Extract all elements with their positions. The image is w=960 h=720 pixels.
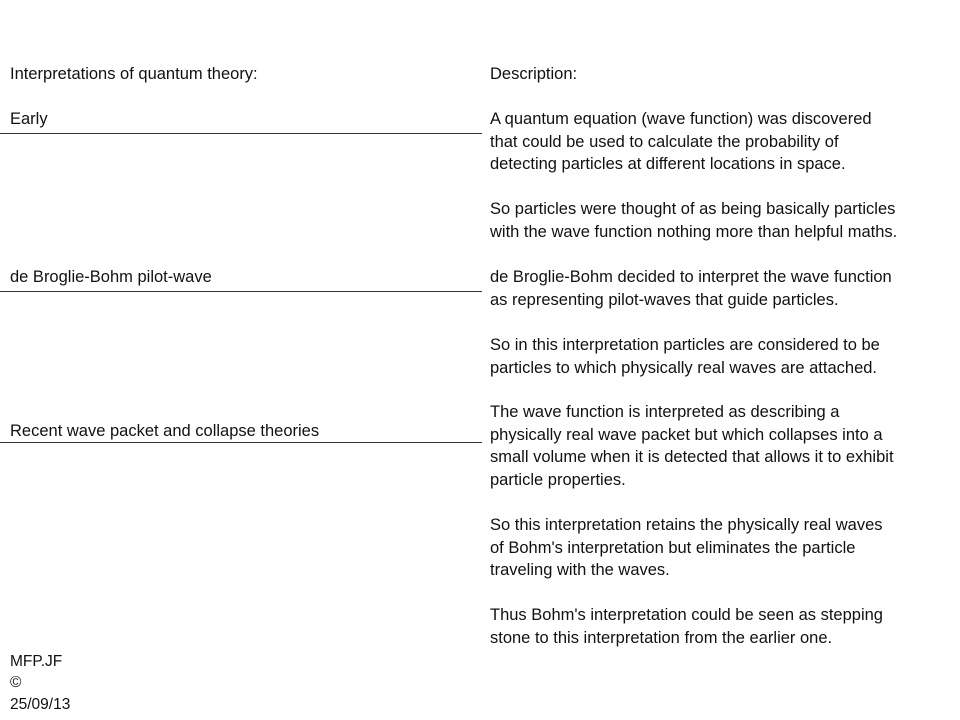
- description-pilot-wave-2: So in this interpretation particles are considered to be particles to which physically real waves are attached.: [490, 336, 880, 377]
- description-collapse-3: Thus Bohm's interpretation could be seen as stepping stone to this interpretation from the earlier one.: [490, 606, 883, 647]
- description-collapse-2: So this interpretation retains the physically real waves of Bohm's interpretation but eliminates the particle traveling with the waves.: [490, 516, 883, 580]
- description-early-1: A quantum equation (wave function) was discovered that could be used to calculate the probability of detecting particles at different locations in space.: [490, 110, 872, 174]
- description-early-2: So particles were thought of as being basically particles with the wave function nothing more than helpful maths.: [490, 200, 898, 241]
- divider-collapse: [0, 442, 482, 443]
- footer-author: MFP.JF: [10, 653, 63, 670]
- footer-date: 25/09/13: [10, 696, 71, 713]
- interpretation-label-collapse: Recent wave packet and collapse theories: [10, 422, 320, 440]
- interpretation-label-pilot-wave: de Broglie-Bohm pilot-wave: [10, 268, 212, 286]
- description-pilot-wave-1: de Broglie-Bohm decided to interpret the wave function as representing pilot-waves that guide particles.: [490, 268, 892, 309]
- interpretation-label-early: Early: [10, 110, 48, 128]
- footer-copyright: ©: [10, 674, 22, 691]
- left-column-heading: Interpretations of quantum theory:: [10, 65, 258, 83]
- description-collapse-1: The wave function is interpreted as describing a physically real wave packet but which collapses into a small volume when it is detected that allows it to exhibit particle properties.: [490, 403, 894, 489]
- divider-pilot-wave: [0, 291, 482, 292]
- right-column-heading: Description:: [490, 65, 578, 83]
- divider-early: [0, 133, 482, 134]
